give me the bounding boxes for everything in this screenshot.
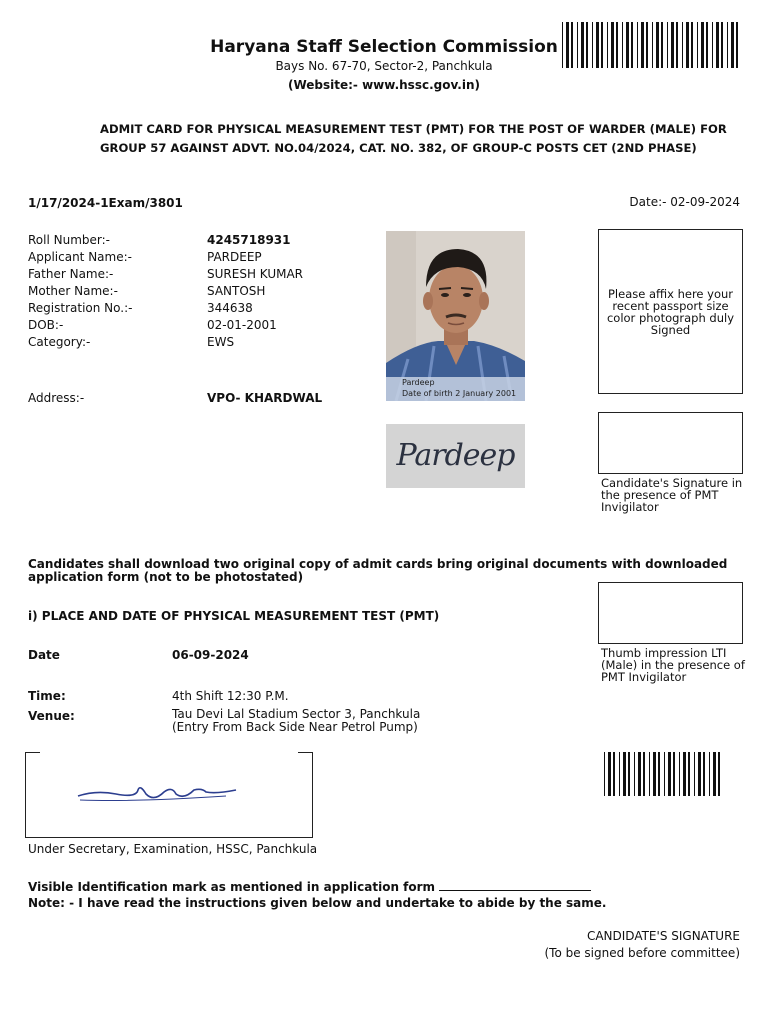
candidate-values <box>207 232 303 351</box>
heading-line-1: ADMIT CARD FOR PHYSICAL MEASUREMENT TEST (PMT) FOR THE POST OF WARDER (MALE) FOR <box>100 122 727 136</box>
signature-text: Pardeep <box>396 438 515 473</box>
org-address: Bays No. 67-70, Sector-2, Panchkula <box>275 59 493 73</box>
dob-value: 02-01-2001 <box>207 318 277 332</box>
category-label: Category:- <box>28 335 91 349</box>
address-label: Address:- <box>28 391 85 405</box>
photo-caption-name: Pardeep <box>402 378 435 387</box>
candidate-scanned-signature <box>386 424 525 488</box>
thumb-impression-box[interactable] <box>598 582 743 644</box>
barcode-bottom <box>604 752 724 796</box>
candidate-portrait <box>386 231 525 401</box>
candidate-signature-title: CANDIDATE'S SIGNATURE <box>586 929 740 943</box>
identification-mark-blank[interactable] <box>439 878 591 891</box>
pmt-date-value: 06-09-2024 <box>172 648 249 662</box>
registration-value: 344638 <box>207 301 253 315</box>
pmt-venue <box>172 708 420 734</box>
download-notice: Candidates shall download two original copy of admit cards bring original documents with downloaded application form (not to be photostated) <box>28 557 728 584</box>
candidate-photo <box>386 231 525 401</box>
affix-photo-box <box>598 229 743 394</box>
pmt-time-value: 4th Shift 12:30 P.M. <box>172 689 289 703</box>
authority-title: Under Secretary, Examination, HSSC, Panchkula <box>28 842 318 856</box>
reference-number: 1/17/2024-1Exam/3801 <box>28 196 183 210</box>
identification-mark-line <box>28 878 591 894</box>
dob-label: DOB:- <box>28 318 64 332</box>
father-name-label: Father Name:- <box>28 267 114 281</box>
roll-number-label: Roll Number:- <box>28 233 110 247</box>
pmt-time-label: Time: <box>28 689 66 703</box>
authority-signature-box <box>25 752 313 838</box>
candidate-signature-caption: Candidate's Signature in the presence of PMT Invigilator <box>601 476 743 514</box>
signed-before-committee: (To be signed before committee) <box>544 946 740 960</box>
applicant-name-value: PARDEEP <box>207 250 262 264</box>
section-title: i) PLACE AND DATE OF PHYSICAL MEASUREMENT TEST (PMT) <box>28 609 440 623</box>
applicant-name-label: Applicant Name:- <box>28 250 132 264</box>
mother-name-label: Mother Name:- <box>28 284 118 298</box>
pmt-venue-line-2: (Entry From Back Side Near Petrol Pump) <box>172 720 418 734</box>
authority-signature <box>76 780 246 806</box>
category-value: EWS <box>207 335 235 349</box>
org-name: Haryana Staff Selection Commission <box>210 37 558 57</box>
thumb-impression-caption: Thumb impression LTI (Male) in the presence of PMT Invigilator <box>601 646 745 684</box>
mother-name-value: SANTOSH <box>207 284 266 298</box>
candidate-signature-box[interactable] <box>598 412 743 474</box>
address-value: VPO- KHARDWAL <box>207 391 323 405</box>
heading-line-2: GROUP 57 AGAINST ADVT. NO.04/2024, CAT. NO. 382, OF GROUP-C POSTS CET (2ND PHASE) <box>100 141 697 155</box>
identification-mark-label: Visible Identification mark as mentioned in application form <box>28 880 436 894</box>
pmt-venue-line-1: Tau Devi Lal Stadium Sector 3, Panchkula <box>172 707 421 721</box>
issue-date: Date:- 02-09-2024 <box>629 195 740 209</box>
registration-label: Registration No.:- <box>28 301 133 315</box>
roll-number-value: 4245718931 <box>207 233 291 247</box>
undertaking-note: Note: - I have read the instructions given below and undertake to abide by the same. <box>28 896 607 910</box>
photo-caption-dob: Date of birth 2 January 2001 <box>402 389 517 398</box>
candidate-labels <box>28 232 132 351</box>
father-name-value: SURESH KUMAR <box>207 267 304 281</box>
org-website: (Website:- www.hssc.gov.in) <box>287 78 481 92</box>
pmt-date-label: Date <box>28 648 60 662</box>
pmt-venue-label: Venue: <box>28 709 75 723</box>
affix-photo-instructions: Please affix here your recent passport size color photograph duly Signed <box>606 287 735 337</box>
